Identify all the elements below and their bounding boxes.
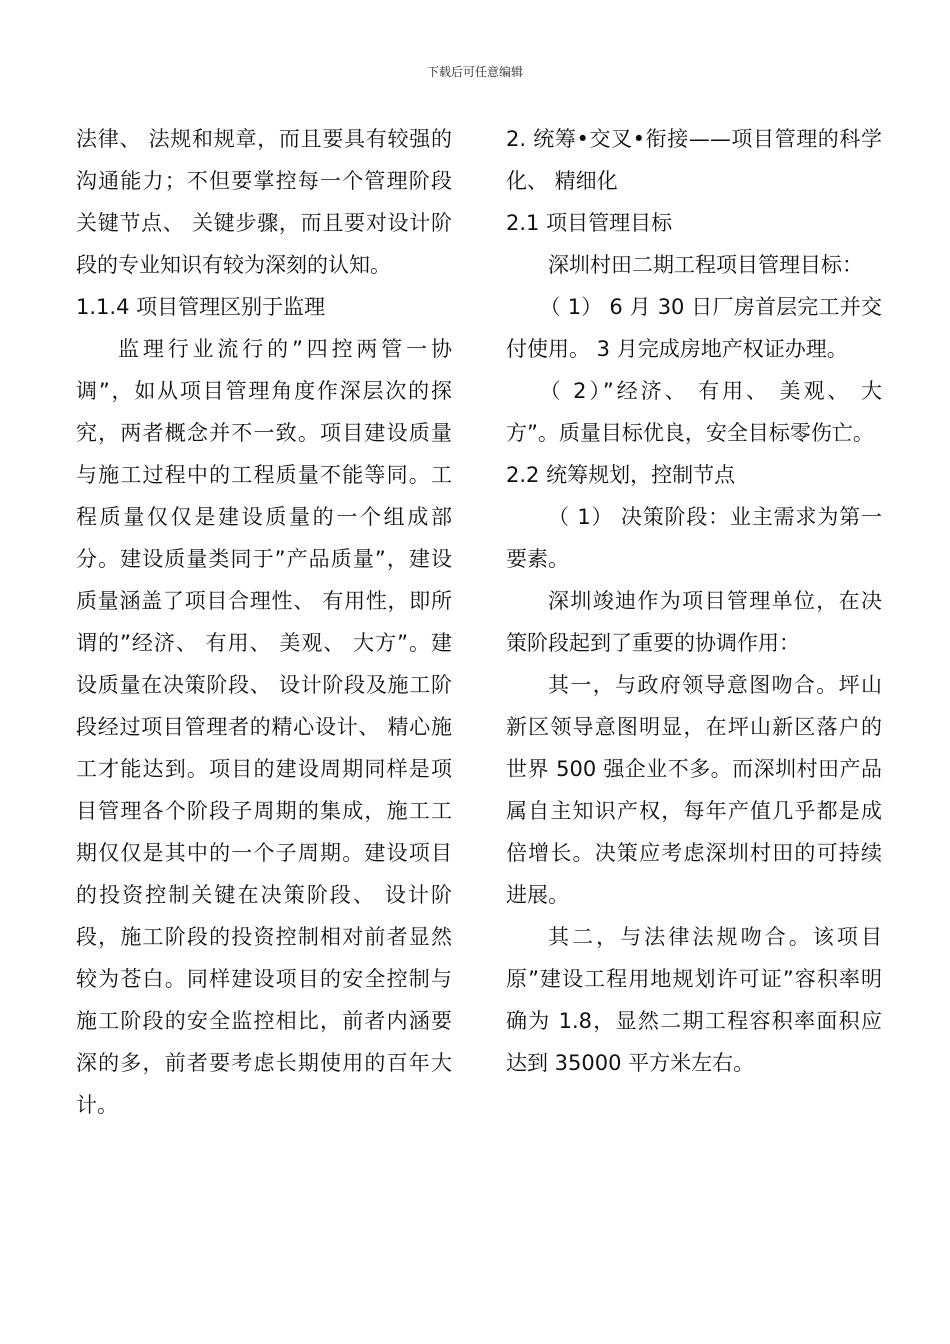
left-column (76, 118, 452, 1126)
section-heading: 2.1 项目管理目标 (506, 211, 673, 235)
right-column (506, 118, 882, 1084)
paragraph: 深圳村田二期工程项目管理目标： (548, 253, 863, 277)
paragraph: 其一，与政府领导意图吻合。坪山新区领导意图明显，在坪山新区落户的世界 500 强企业不多。而深圳村田产品属自主知识产权，每年产值几乎都是成倍增长。决策应考虑深圳村田的可持续进展。 (506, 673, 882, 907)
paragraph: （ 1） 6 月 30 日厂房首层完工并交付使用。 3 月完成房地产权证办理。 (506, 295, 882, 361)
section-heading: 2.2 统筹规划，控制节点 (506, 463, 736, 487)
paragraph: （ 2）”经济、 有用、 美观、 大方”。质量目标优良，安全目标零伤亡。 (506, 379, 882, 445)
paragraph: 监理行业流行的”四控两管一协调”，如从项目管理角度作深层次的探究，两者概念并不一致。项目建设质量与施工过程中的工程质量不能等同。工程质量仅仅是建设质量的一个组成部分。建设质量类同于”产品质量”，建设质量涵盖了项目合理性、 有用性，即所谓的”经济、 有用、 美观、 大方”。建设质量在决策阶段、 设计阶段及施工阶段经过项目管理者的精心设计、 精心施工才能达到。项目的建设周期同样是项目管理各个阶段子周期的集成，施工工期仅仅是其中的一个子周期。建设项目的投资控制关键在决策阶段、 设计阶段，施工阶段的投资控制相对前者显然较为苍白。同样建设项目的安全控制与施工阶段的安全监控相比，前者内涵要深的多，前者要考虑长期使用的百年大计。 (76, 337, 452, 1117)
paragraph: 法律、 法规和规章，而且要具有较强的沟通能力；不但要掌控每一个管理阶段关键节点、 关键步骤，而且要对设计阶段的专业知识有较为深刻的认知。 (76, 127, 452, 277)
section-heading: 2. 统筹•交叉•衔接——项目管理的科学化、 精细化 (506, 127, 882, 193)
page-header: 下载后可任意编辑 (426, 65, 523, 79)
section-heading: 1.1.4 项目管理区别于监理 (76, 295, 326, 319)
paragraph: （ 1） 决策阶段：业主需求为第一要素。 (506, 505, 882, 571)
paragraph: 其二，与法律法规吻合。该项目原”建设工程用地规划许可证”容积率明确为 1.8，显然二期工程容积率面积应达到 35000 平方米左右。 (506, 925, 882, 1075)
paragraph: 深圳竣迪作为项目管理单位，在决策阶段起到了重要的协调作用： (506, 589, 882, 655)
